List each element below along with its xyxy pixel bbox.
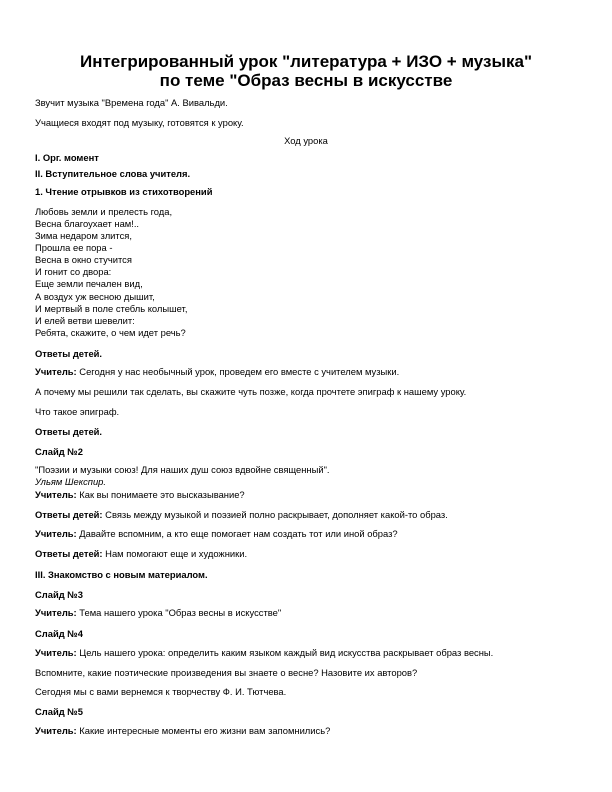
poem-line: А воздух уж весною дышит,	[35, 291, 155, 302]
poem-line: И елей ветви шевелит:	[35, 315, 135, 326]
slide-heading: Слайд №2	[35, 446, 83, 457]
document-title-line-2: по теме "Образ весны в искусстве	[159, 71, 453, 90]
slide-heading: Слайд №4	[35, 628, 83, 639]
dialogue-line: Вспомните, какие поэтические произведения вы знаете о весне? Назовите их авторов?	[35, 667, 418, 678]
speaker-label: Учитель:	[35, 489, 77, 500]
slide-heading: Слайд №5	[35, 706, 83, 717]
dialogue-text: Тема нашего урока "Образ весны в искусстве"	[79, 607, 282, 618]
dialogue-line	[35, 489, 245, 501]
dialogue-text: Какие интересные моменты его жизни вам запомнились?	[79, 725, 331, 736]
dialogue-text: Цель нашего урока: определить каким языком каждый вид искусства раскрывает образ весны.	[79, 647, 494, 658]
dialogue-line	[35, 607, 281, 619]
speaker-label: Учитель:	[35, 607, 77, 618]
document-title-line-1: Интегрированный урок "литература + ИЗО + музыка"	[79, 52, 533, 71]
section-heading: I. Орг. момент	[35, 152, 99, 163]
dialogue-line	[35, 647, 493, 659]
intro-paragraph: Учащиеся входят под музыку, готовятся к уроку.	[35, 117, 244, 128]
poem-line: И мертвый в поле стебль колышет,	[35, 303, 188, 314]
dialogue-line	[35, 548, 247, 560]
speaker-label: Учитель:	[35, 647, 77, 658]
section-heading: 1. Чтение отрывков из стихотворений	[35, 186, 213, 197]
dialogue-text: Давайте вспомним, а кто еще помогает нам создать тот или иной образ?	[79, 528, 398, 539]
intro-paragraph: Звучит музыка "Времена года" А. Вивальди.	[35, 97, 228, 108]
dialogue-text: Нам помогают еще и художники.	[105, 548, 248, 559]
speaker-label: Учитель:	[35, 725, 77, 736]
dialogue-line	[35, 725, 330, 737]
dialogue-line	[35, 509, 448, 521]
poem-line: Ребята, скажите, о чем идет речь?	[35, 327, 186, 338]
poem-line: Зима недаром злится,	[35, 230, 132, 241]
dialogue-text: Связь между музыкой и поэзией полно раскрывает, дополняет какой-то образ.	[105, 509, 448, 520]
poem-line: Еще земли печален вид,	[35, 278, 143, 289]
dialogue-line	[35, 366, 399, 378]
speaker-label: Ответы детей:	[35, 548, 103, 559]
speaker-label: Учитель:	[35, 528, 77, 539]
children-answers-heading: Ответы детей.	[35, 348, 103, 359]
dialogue-text: Как вы понимаете это высказывание?	[79, 489, 245, 500]
dialogue-line: Сегодня мы с вами вернемся к творчеству Ф. И. Тютчева.	[35, 686, 287, 697]
dialogue-line: А почему мы решили так сделать, вы скажите чуть позже, когда прочтете эпиграф к нашему уроку.	[35, 386, 467, 397]
dialogue-line: Что такое эпиграф.	[35, 406, 120, 417]
poem-line: Весна в окно стучится	[35, 254, 132, 265]
speaker-label: Учитель:	[35, 366, 77, 377]
dialogue-line	[35, 528, 398, 540]
poem-line: Любовь земли и прелесть года,	[35, 206, 173, 217]
poem-line: Весна благоухает нам!..	[35, 218, 140, 229]
slide-heading: Слайд №3	[35, 589, 83, 600]
section-heading: II. Вступительное слова учителя.	[35, 168, 191, 179]
epigraph-quote: "Поэзии и музыки союз! Для наших душ союз вдвойне священный".	[35, 464, 330, 475]
epigraph-author: Ульям Шекспир.	[35, 476, 106, 487]
lesson-progress-heading: Ход урока	[284, 135, 328, 146]
section-heading: III. Знакомство с новым материалом.	[35, 569, 208, 580]
poem-line: Прошла ее пора -	[35, 242, 113, 253]
poem-line: И гонит со двора:	[35, 266, 112, 277]
dialogue-text: Сегодня у нас необычный урок, проведем его вместе с учителем музыки.	[79, 366, 400, 377]
children-answers-heading: Ответы детей.	[35, 426, 103, 437]
speaker-label: Ответы детей:	[35, 509, 103, 520]
